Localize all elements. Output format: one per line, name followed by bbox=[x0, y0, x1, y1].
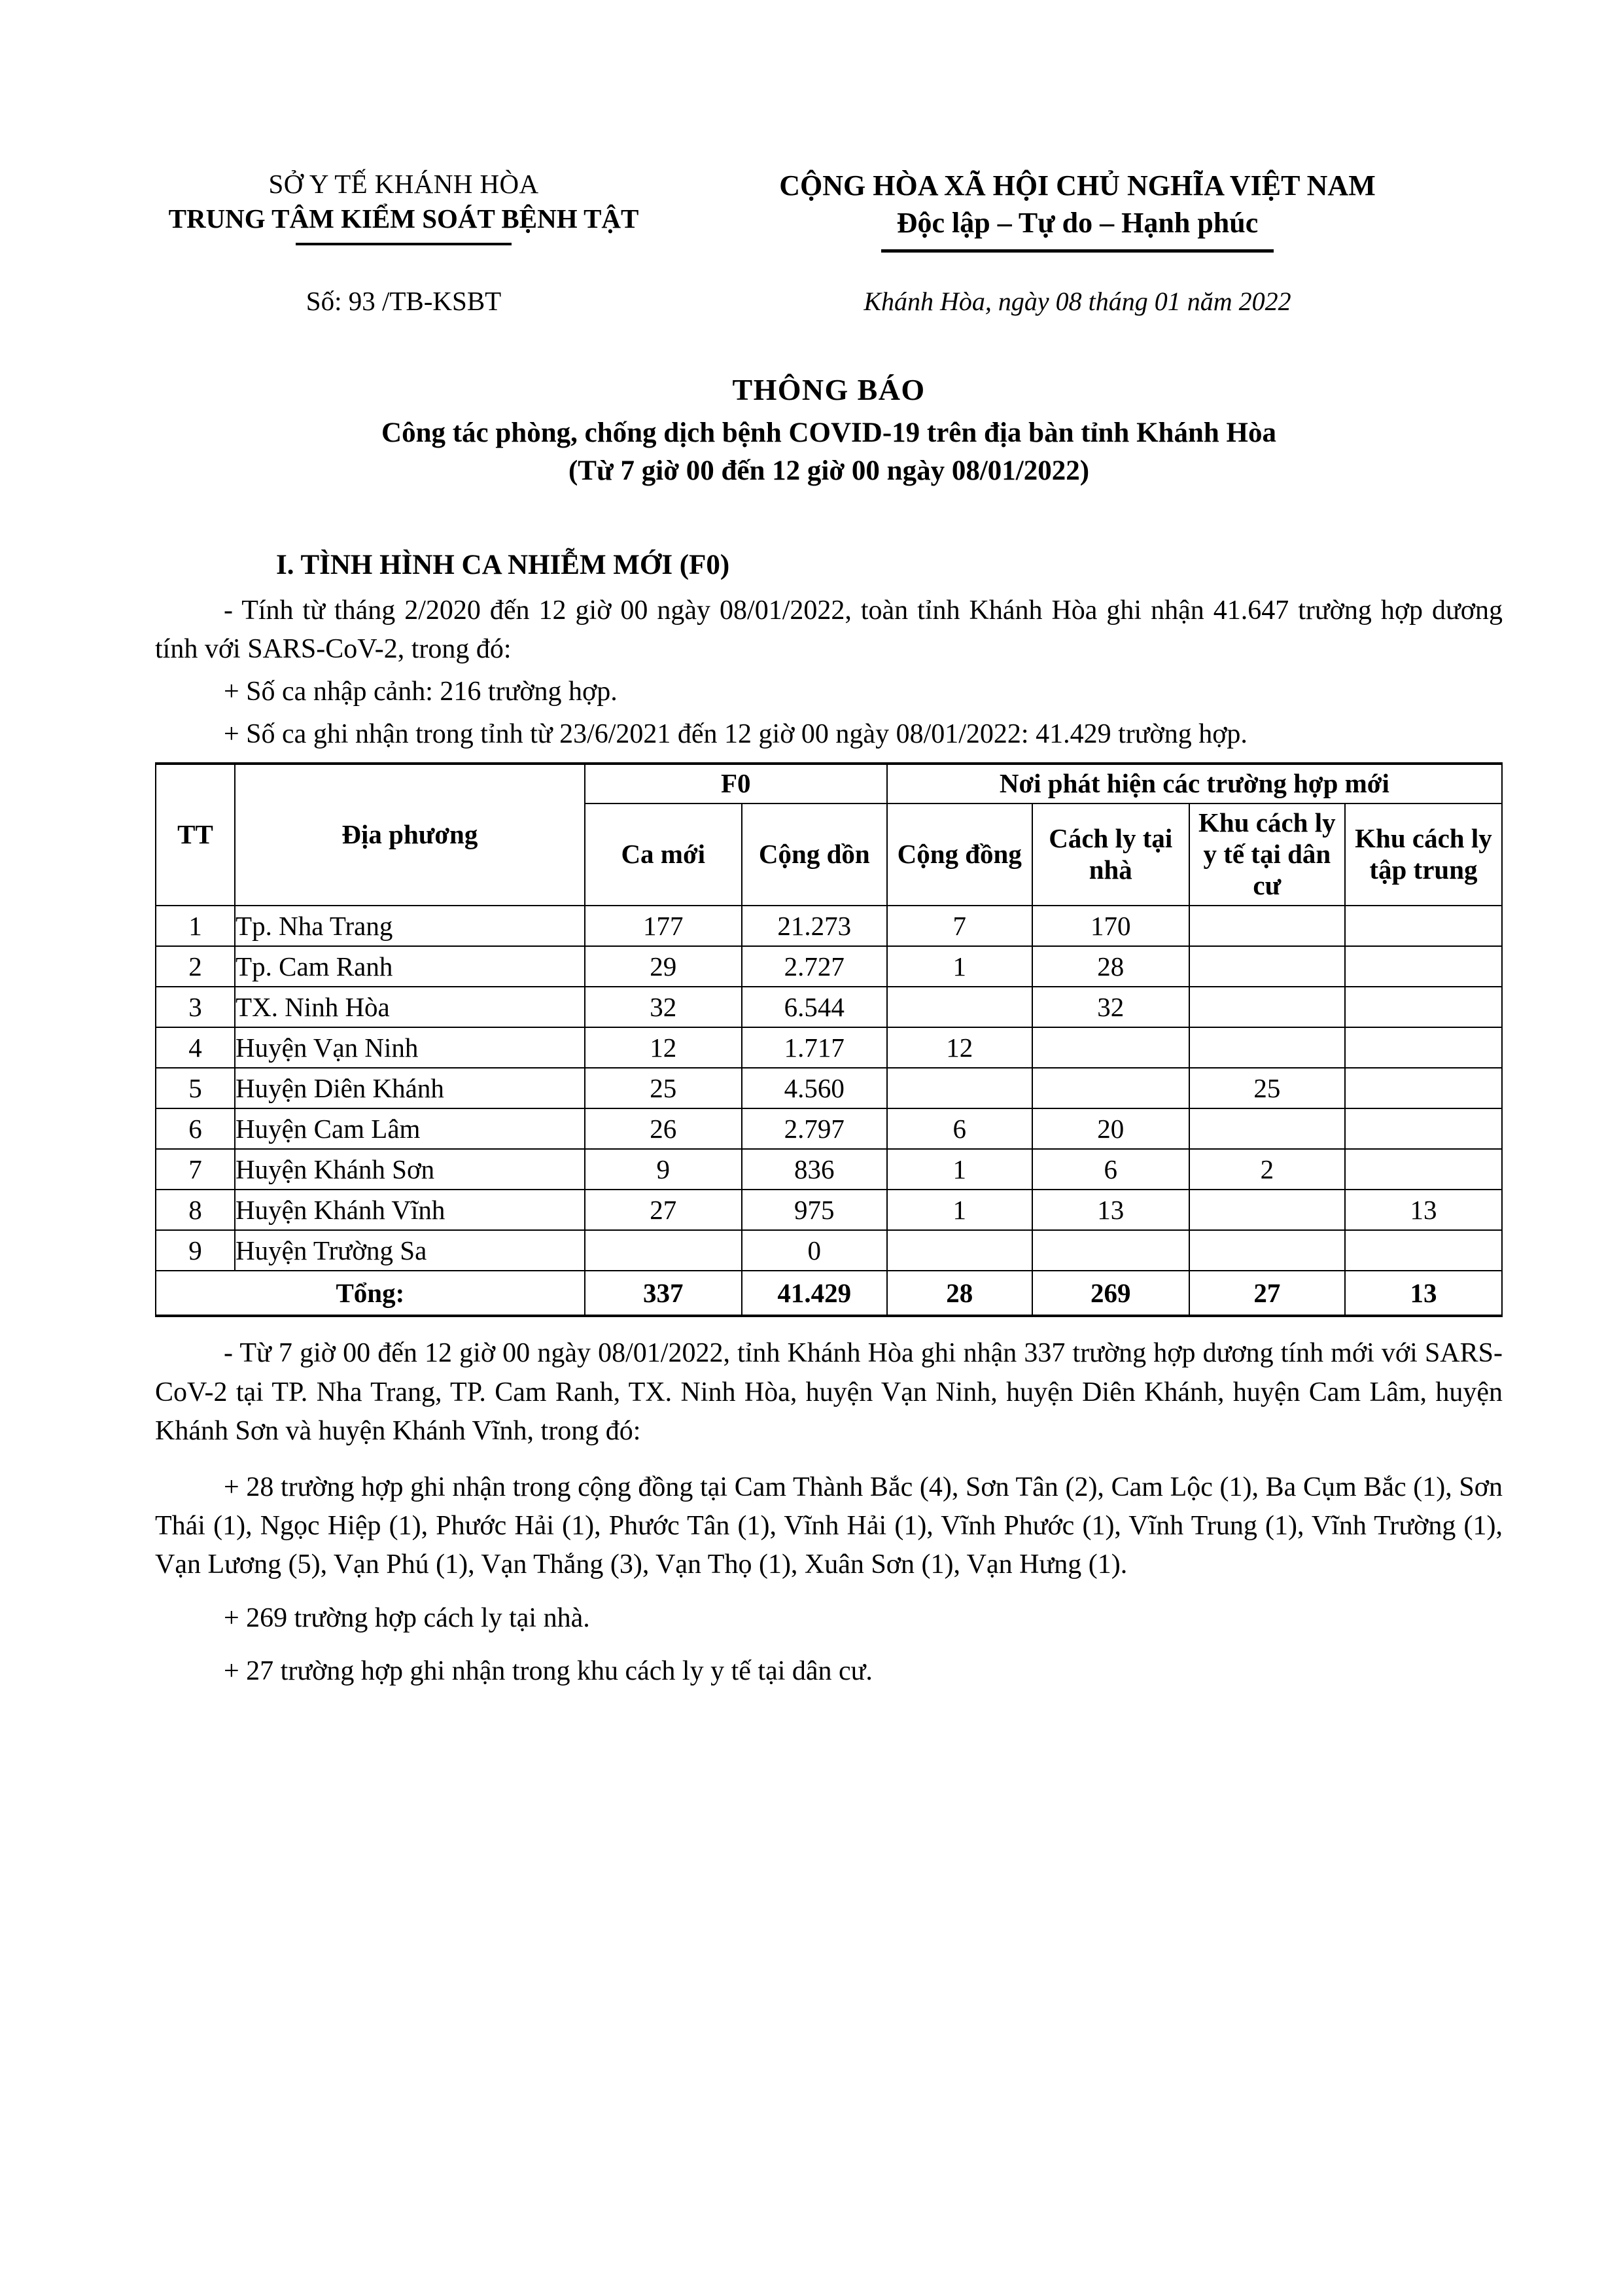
cell-cumulative: 4.560 bbox=[742, 1068, 887, 1108]
cell-new-cases: 27 bbox=[585, 1190, 742, 1230]
cell-centralized-quarantine bbox=[1345, 987, 1502, 1027]
cell-home-quarantine: 28 bbox=[1032, 946, 1189, 987]
section1-bullet-entries: + Số ca nhập cảnh: 216 trường hợp. bbox=[224, 676, 618, 707]
cell-community: 7 bbox=[887, 906, 1032, 946]
cell-centralized-quarantine: 13 bbox=[1345, 1190, 1502, 1230]
cell-tt: 4 bbox=[156, 1027, 235, 1068]
cell-centralized-quarantine bbox=[1345, 906, 1502, 946]
column-header-tt: TT bbox=[156, 764, 235, 906]
cell-community bbox=[887, 1068, 1032, 1108]
cell-tt: 2 bbox=[156, 946, 235, 987]
cell-cumulative: 2.797 bbox=[742, 1108, 887, 1149]
column-header-medical-quarantine-residential: Khu cách ly y tế tại dân cư bbox=[1189, 804, 1345, 906]
table-head bbox=[156, 764, 1502, 906]
table-row bbox=[156, 1108, 1502, 1149]
cell-tt: 1 bbox=[156, 906, 235, 946]
cell-new-cases: 32 bbox=[585, 987, 742, 1027]
cell-home-quarantine: 32 bbox=[1032, 987, 1189, 1027]
place-and-date: Khánh Hòa, ngày 08 tháng 01 năm 2022 bbox=[864, 287, 1291, 317]
letterhead-divider-right bbox=[881, 249, 1274, 253]
cell-new-cases bbox=[585, 1230, 742, 1271]
cell-community: 1 bbox=[887, 1149, 1032, 1190]
table-total-row bbox=[156, 1271, 1502, 1316]
total-new-cases: 337 bbox=[585, 1271, 742, 1316]
table-row bbox=[156, 906, 1502, 946]
group-header-f0: F0 bbox=[585, 764, 887, 804]
table-row bbox=[156, 1230, 1502, 1271]
cell-medical-quarantine bbox=[1189, 1190, 1345, 1230]
cell-tt: 3 bbox=[156, 987, 235, 1027]
cell-tt: 5 bbox=[156, 1068, 235, 1108]
section1-paragraph-1: - Tính từ tháng 2/2020 đến 12 giờ 00 ngày 08/01/2022, toàn tỉnh Khánh Hòa ghi nhận 41.647 trường hợp dương tính với SARS-CoV-2, trong đó: bbox=[155, 595, 1503, 664]
cell-locality: Huyện Diên Khánh bbox=[235, 1068, 585, 1108]
column-header-locality: Địa phương bbox=[235, 764, 585, 906]
letterhead-divider-left bbox=[296, 243, 512, 245]
table-row bbox=[156, 1068, 1502, 1108]
total-centralized-quarantine: 13 bbox=[1345, 1271, 1502, 1316]
cell-locality: Huyện Vạn Ninh bbox=[235, 1027, 585, 1068]
cell-locality: Tp. Nha Trang bbox=[235, 906, 585, 946]
total-community: 28 bbox=[887, 1271, 1032, 1316]
cell-locality: Huyện Khánh Vĩnh bbox=[235, 1190, 585, 1230]
cell-locality: Huyện Trường Sa bbox=[235, 1230, 585, 1271]
cell-cumulative: 975 bbox=[742, 1190, 887, 1230]
column-header-community: Cộng đồng bbox=[887, 804, 1032, 906]
page-title: THÔNG BÁO bbox=[732, 373, 926, 407]
column-header-home-quarantine: Cách ly tại nhà bbox=[1032, 804, 1189, 906]
document-content bbox=[155, 0, 1503, 1691]
cell-medical-quarantine bbox=[1189, 906, 1345, 946]
cell-centralized-quarantine bbox=[1345, 1027, 1502, 1068]
cell-new-cases: 12 bbox=[585, 1027, 742, 1068]
cell-home-quarantine: 6 bbox=[1032, 1149, 1189, 1190]
total-medical-quarantine: 27 bbox=[1189, 1271, 1345, 1316]
section1-bullet-province: + Số ca ghi nhận trong tỉnh từ 23/6/2021 đến 12 giờ 00 ngày 08/01/2022: 41.429 trường hợp. bbox=[224, 718, 1248, 749]
cell-centralized-quarantine bbox=[1345, 1149, 1502, 1190]
cell-home-quarantine: 170 bbox=[1032, 906, 1189, 946]
cell-home-quarantine bbox=[1032, 1068, 1189, 1108]
total-label: Tổng: bbox=[156, 1271, 585, 1316]
f0-statistics-table bbox=[155, 762, 1503, 1317]
cell-cumulative: 836 bbox=[742, 1149, 887, 1190]
cell-tt: 7 bbox=[156, 1149, 235, 1190]
table-row bbox=[156, 987, 1502, 1027]
cell-tt: 9 bbox=[156, 1230, 235, 1271]
cell-locality: TX. Ninh Hòa bbox=[235, 987, 585, 1027]
national-motto: Độc lập – Tự do – Hạnh phúc bbox=[896, 207, 1259, 239]
table-row bbox=[156, 1190, 1502, 1230]
cell-medical-quarantine: 25 bbox=[1189, 1068, 1345, 1108]
cell-centralized-quarantine bbox=[1345, 1230, 1502, 1271]
table-group-header-row bbox=[156, 764, 1502, 804]
cell-new-cases: 177 bbox=[585, 906, 742, 946]
table-row bbox=[156, 1149, 1502, 1190]
cell-community: 12 bbox=[887, 1027, 1032, 1068]
cell-locality: Huyện Cam Lâm bbox=[235, 1108, 585, 1149]
cell-community: 6 bbox=[887, 1108, 1032, 1149]
department-name: SỞ Y TẾ KHÁNH HÒA bbox=[268, 169, 539, 199]
issuing-organization bbox=[155, 167, 652, 245]
cell-locality: Huyện Khánh Sơn bbox=[235, 1149, 585, 1190]
group-header-place-found: Nơi phát hiện các trường hợp mới bbox=[887, 764, 1502, 804]
total-cumulative: 41.429 bbox=[742, 1271, 887, 1316]
cell-cumulative: 0 bbox=[742, 1230, 887, 1271]
document-reference-line bbox=[155, 285, 1503, 317]
table-body bbox=[156, 906, 1502, 1316]
document-number: Số: 93 /TB-KSBT bbox=[305, 286, 502, 317]
cell-community: 1 bbox=[887, 1190, 1032, 1230]
cell-cumulative: 1.717 bbox=[742, 1027, 887, 1068]
cell-new-cases: 25 bbox=[585, 1068, 742, 1108]
table-row bbox=[156, 1027, 1502, 1068]
title-subtitle-2: (Từ 7 giờ 00 đến 12 giờ 00 ngày 08/01/2022) bbox=[568, 455, 1090, 486]
cell-tt: 6 bbox=[156, 1108, 235, 1149]
title-subtitle-1: Công tác phòng, chống dịch bệnh COVID-19 trên địa bàn tỉnh Khánh Hòa bbox=[381, 417, 1276, 449]
section1-bullet-community: + 28 trường hợp ghi nhận trong cộng đồng tại Cam Thành Bắc (4), Sơn Tân (2), Cam Lộc (1), Ba Cụm Bắc (1), Sơn Thái (1), Ngọc Hiệp (1), Phước Hải (1), Phước Tân (1), Vĩnh Hải (1), Vĩnh Phước (1), Vĩnh Trung (1), Vĩnh Trường (1), Vạn Lương (5), Vạn Phú (1), Vạn Thắng (3), Vạn Thọ (1), Xuân Sơn (1), Vạn Hưng (1). bbox=[155, 1472, 1503, 1580]
country-name: CỘNG HÒA XÃ HỘI CHỦ NGHĨA VIỆT NAM bbox=[779, 169, 1376, 202]
cell-medical-quarantine bbox=[1189, 946, 1345, 987]
section1-paragraph-after-table: - Từ 7 giờ 00 đến 12 giờ 00 ngày 08/01/2022, tỉnh Khánh Hòa ghi nhận 337 trường hợp dương tính mới với SARS-CoV-2 tại TP. Nha Trang, TP. Cam Ranh, TX. Ninh Hòa, huyện Vạn Ninh, huyện Diên Khánh, huyện Cam Lâm, huyện Khánh Sơn và huyện Khánh Vĩnh, trong đó: bbox=[155, 1338, 1503, 1447]
cell-home-quarantine: 13 bbox=[1032, 1190, 1189, 1230]
cell-cumulative: 2.727 bbox=[742, 946, 887, 987]
total-home-quarantine: 269 bbox=[1032, 1271, 1189, 1316]
cell-tt: 8 bbox=[156, 1190, 235, 1230]
center-name: TRUNG TÂM KIỂM SOÁT BỆNH TẬT bbox=[168, 203, 639, 234]
section1-bullet-medical-quarantine: + 27 trường hợp ghi nhận trong khu cách ly y tế tại dân cư. bbox=[224, 1656, 873, 1687]
cell-community: 1 bbox=[887, 946, 1032, 987]
cell-new-cases: 26 bbox=[585, 1108, 742, 1149]
cell-medical-quarantine bbox=[1189, 1027, 1345, 1068]
cell-centralized-quarantine bbox=[1345, 1068, 1502, 1108]
letterhead bbox=[155, 167, 1503, 253]
cell-home-quarantine bbox=[1032, 1230, 1189, 1271]
cell-new-cases: 9 bbox=[585, 1149, 742, 1190]
cell-centralized-quarantine bbox=[1345, 946, 1502, 987]
section-heading-1: I. TÌNH HÌNH CA NHIỄM MỚI (F0) bbox=[276, 550, 730, 581]
cell-medical-quarantine: 2 bbox=[1189, 1149, 1345, 1190]
cell-cumulative: 6.544 bbox=[742, 987, 887, 1027]
national-heading bbox=[652, 167, 1503, 253]
cell-medical-quarantine bbox=[1189, 1108, 1345, 1149]
cell-medical-quarantine bbox=[1189, 987, 1345, 1027]
column-header-cumulative: Cộng dồn bbox=[742, 804, 887, 906]
cell-home-quarantine: 20 bbox=[1032, 1108, 1189, 1149]
section1-bullet-home-quarantine: + 269 trường hợp cách ly tại nhà. bbox=[224, 1602, 590, 1633]
cell-centralized-quarantine bbox=[1345, 1108, 1502, 1149]
table-row bbox=[156, 946, 1502, 987]
cell-medical-quarantine bbox=[1189, 1230, 1345, 1271]
cell-community bbox=[887, 1230, 1032, 1271]
column-header-centralized-quarantine: Khu cách ly tập trung bbox=[1345, 804, 1502, 906]
cell-community bbox=[887, 987, 1032, 1027]
cell-home-quarantine bbox=[1032, 1027, 1189, 1068]
title-block bbox=[155, 370, 1503, 489]
column-header-new-cases: Ca mới bbox=[585, 804, 742, 906]
cell-cumulative: 21.273 bbox=[742, 906, 887, 946]
cell-locality: Tp. Cam Ranh bbox=[235, 946, 585, 987]
cell-new-cases: 29 bbox=[585, 946, 742, 987]
